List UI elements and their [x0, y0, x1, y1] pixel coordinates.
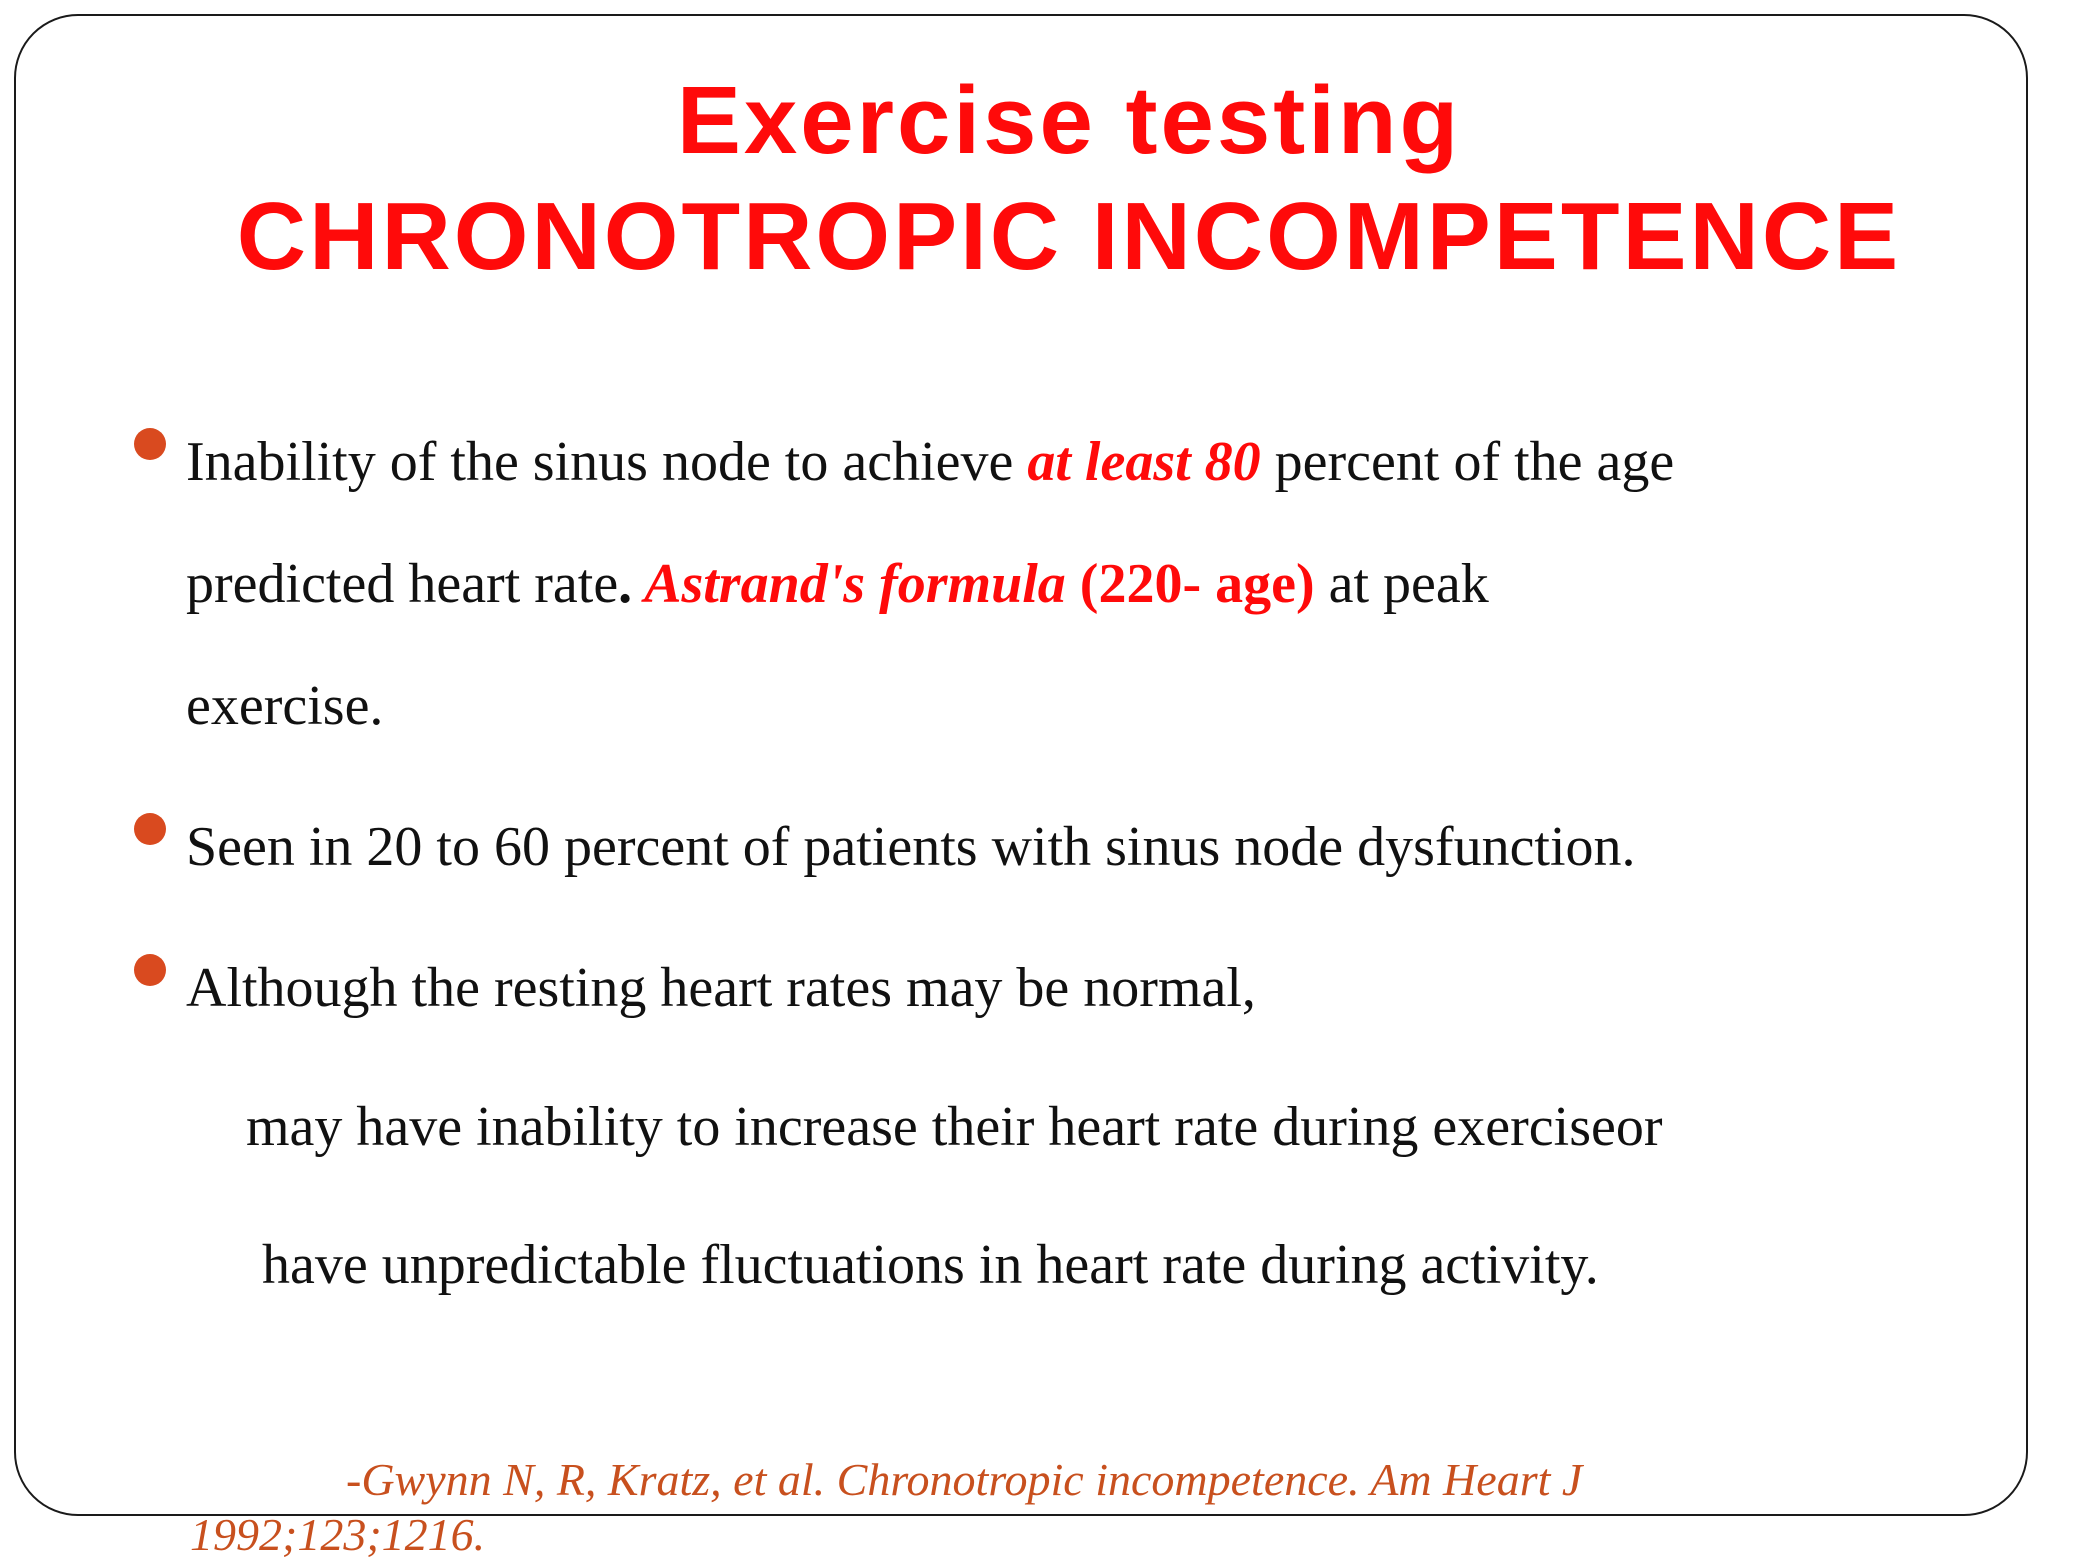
bullet-dot-1 — [134, 428, 166, 460]
bullet-dot-2 — [134, 813, 166, 845]
bullet-dot-3 — [134, 954, 166, 986]
citation-line-1: -Gwynn N, R, Kratz, et al. Chronotropic incompetence. Am Heart J — [346, 1454, 1583, 1505]
formula-expression: (220- age) — [1065, 553, 1315, 615]
bullet-1-line-1 — [186, 431, 1675, 493]
bullet-3-line-2: may have inability to increase their heart rate during exerciseor — [246, 1096, 1663, 1158]
bullet-1-line-2-tail: at peak — [1314, 553, 1489, 615]
bullet-3-line-1: Although the resting heart rates may be normal, — [186, 957, 1256, 1019]
bullet-3-line-3: have unpredictable fluctuations in heart rate during activity. — [262, 1234, 1599, 1296]
bullet-1-line-2 — [186, 553, 1489, 615]
bullet-1-text-b: percent of the age — [1260, 431, 1675, 493]
citation-line-2: 1992;123;1216. — [190, 1509, 486, 1560]
slide — [14, 14, 2028, 1560]
bullet-1-line-3: exercise. — [186, 675, 384, 737]
bullet-1-line-2-text: predicted heart rate — [186, 553, 619, 615]
bullet-1-line-2-period: . — [618, 553, 633, 615]
bullet-2-line-1: Seen in 20 to 60 percent of patients with sinus node dysfunction. — [186, 816, 1636, 878]
slide-subtitle: CHRONOTROPIC INCOMPETENCE — [236, 183, 1902, 290]
slide-title: Exercise testing — [676, 67, 1462, 174]
bullet-1-highlight: at least 80 — [1027, 431, 1261, 493]
formula-name: Astrand's formula — [632, 553, 1066, 615]
bullet-1-text-a: Inability of the sinus node to achieve — [186, 431, 1028, 493]
